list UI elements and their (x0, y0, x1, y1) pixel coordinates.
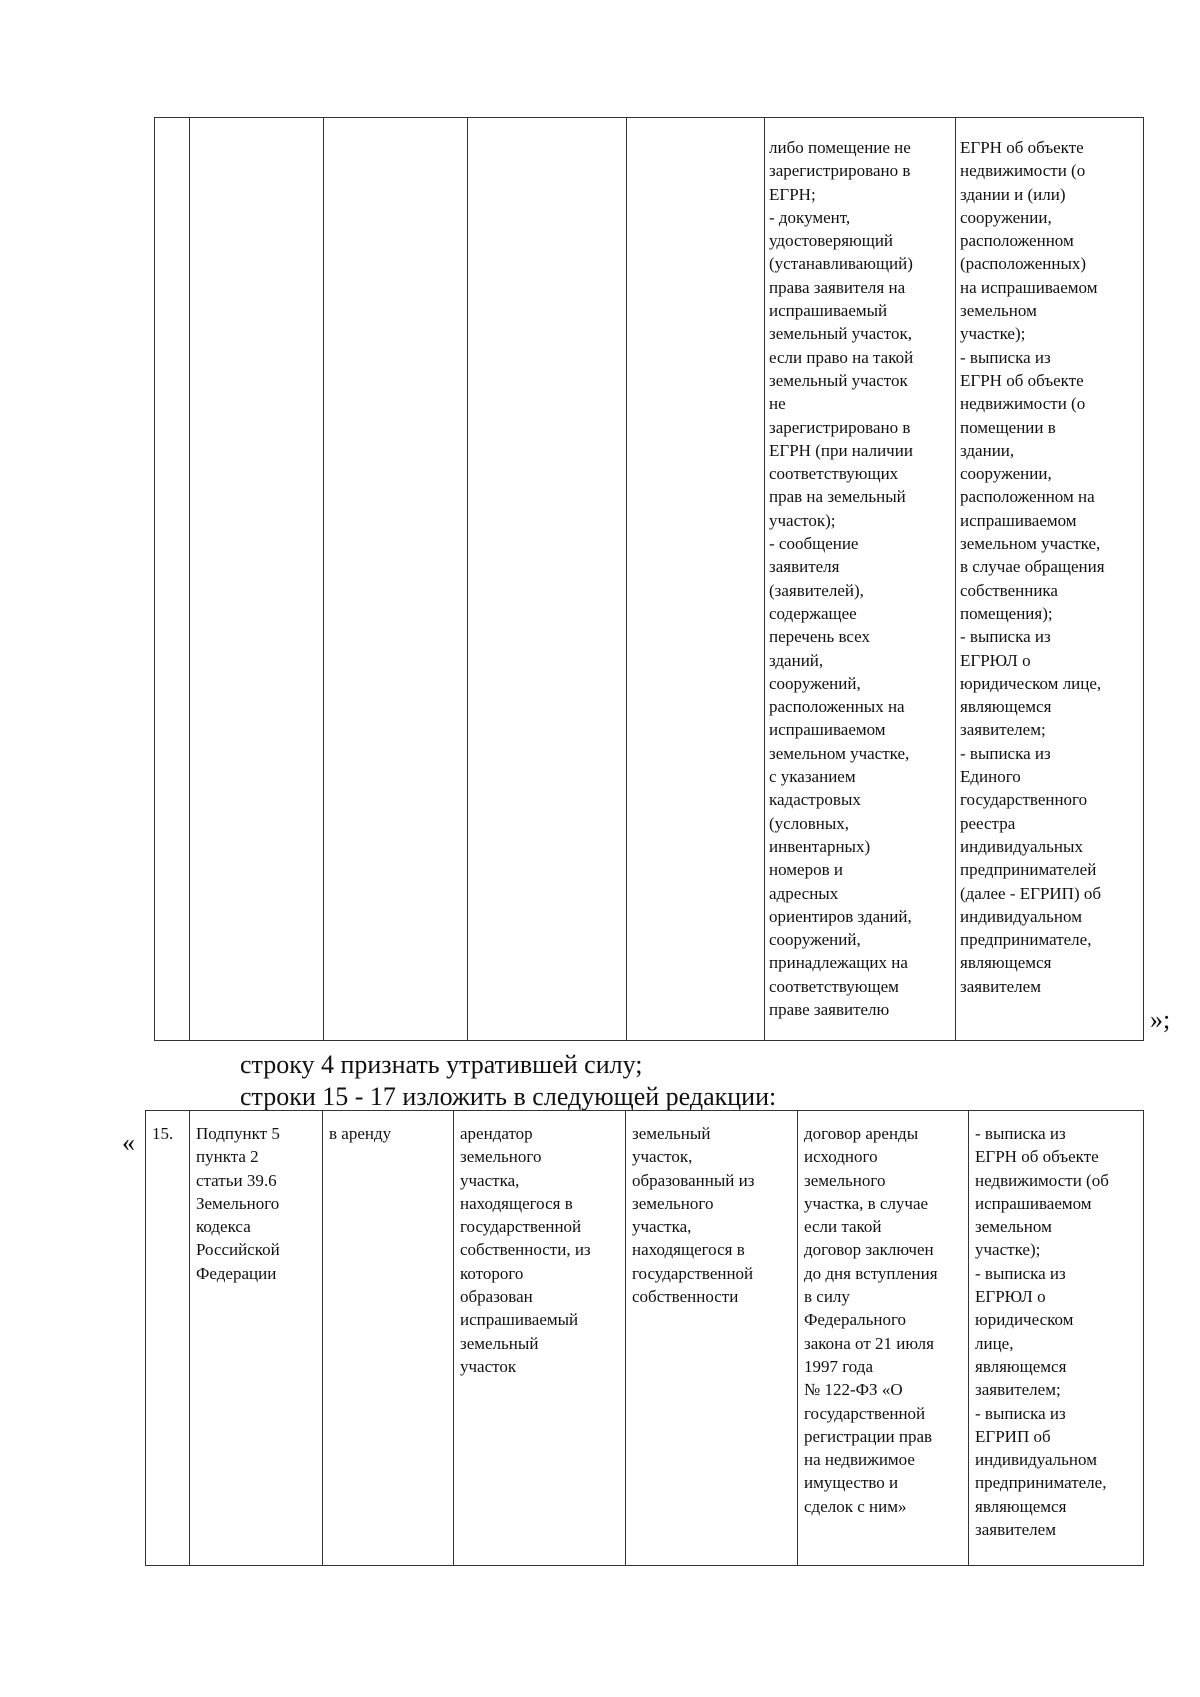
table-row (146, 1111, 1144, 1566)
cell-land-plot (626, 1111, 798, 1566)
cell-basis (190, 1111, 323, 1566)
cell-number (155, 118, 190, 1041)
cell-requested-documents (956, 118, 1144, 1041)
cell-land-plot (627, 118, 765, 1041)
cell-applicant (454, 1111, 626, 1566)
cell-number (146, 1111, 190, 1566)
requested-documents-text: ЕГРН об объекте недвижимости (о здании и (или) сооружении, расположенном (расположенных) на испрашиваемом земельном участке); - выписка из ЕГРН об объекте недвижимости (о помещении в здании, сооружении, расположенном на испрашиваемом земельном участке, в случае обращения собственника помещения); - выписка из ЕГРЮЛ о юридическом лице, являющемся заявителем; - выписка из Единого государственного реестра индивидуальных предпринимателей (далее - ЕГРИП) об индивидуальном предпринимателе, являющемся заявителем (960, 138, 1105, 996)
cell-applicant (468, 118, 627, 1041)
requested-documents-text: - выписка из ЕГРН об объекте недвижимости (об испрашиваемом земельном участке); - выписка из ЕГРЮЛ о юридическом лице, являющемся заявителем; - выписка из ЕГРИП об индивидуальном предпринимателе, являющемся заявителем (975, 1124, 1109, 1540)
continuation-table (154, 117, 1144, 1041)
cell-applicant-documents (765, 118, 956, 1041)
applicant-documents-text: либо помещение не зарегистрировано в ЕГРН; - документ, удостоверяющий (устанавливающий) права заявителя на испрашиваемый земельный участок, если право на такой земельный участок не зарегистрировано в ЕГРН (при наличии соответствующих прав на земельный участок); - сообщение заявителя (заявителей), содержащее перечень всех зданий, сооружений, расположенных на испрашиваемом земельном участке, с указанием кадастровых (условных, инвентарных) номеров и адресных ориентиров зданий, сооружений, принадлежащих на соответствующем праве заявителю (769, 138, 914, 1019)
basis-text: Подпункт 5 пункта 2 статьи 39.6 Земельного кодекса Российской Федерации (196, 1124, 280, 1283)
row-number: 15. (152, 1124, 174, 1143)
cell-requested-documents (969, 1111, 1144, 1566)
applicant-text: арендатор земельного участка, находящегося в государственной собственности, из которого образован испрашиваемый земельный участок (460, 1124, 591, 1376)
cell-applicant-documents (798, 1111, 969, 1566)
row-15-table (145, 1110, 1144, 1566)
instruction-line-2: строки 15 - 17 изложить в следующей редакции: (240, 1082, 777, 1111)
cell-right-type (323, 1111, 454, 1566)
right-type-text: в аренду (329, 1124, 392, 1143)
land-plot-text: земельный участок, образованный из земельного участка, находящегося в государственной собственности (632, 1124, 755, 1307)
closing-quote: »; (1150, 1005, 1171, 1034)
cell-right-type (324, 118, 468, 1041)
instruction-line-1: строку 4 признать утратившей силу; (240, 1050, 643, 1079)
cell-basis (190, 118, 324, 1041)
opening-quote: « (122, 1128, 135, 1157)
applicant-documents-text: договор аренды исходного земельного участка, в случае если такой договор заключен до дня вступления в силу Федерального закона от 21 июля 1997 года № 122-ФЗ «О государственной регистрации прав на недвижимое имущество и сделок с ним» (804, 1124, 938, 1516)
